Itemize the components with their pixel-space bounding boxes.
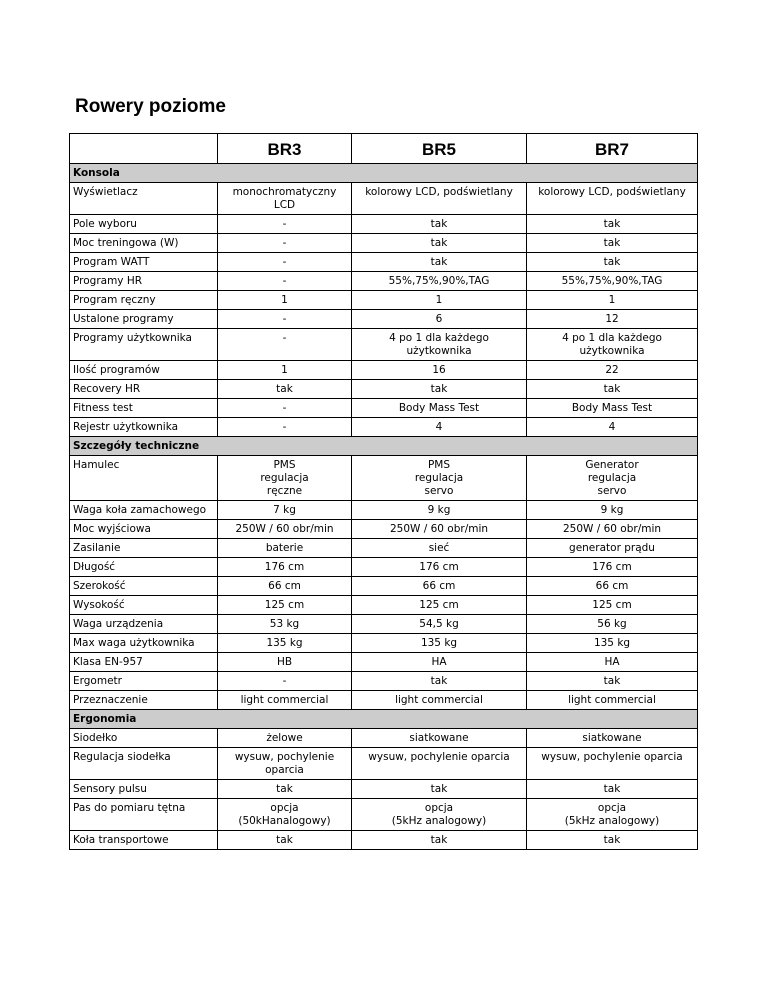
table-row — [70, 215, 698, 234]
value-cell: 9 kg — [352, 501, 527, 520]
value-cell: HA — [352, 653, 527, 672]
value-cell: 1 — [352, 291, 527, 310]
value-cell: - — [218, 310, 352, 329]
row-label: Hamulec — [70, 456, 218, 501]
value-cell: - — [218, 253, 352, 272]
value-cell: 176 cm — [527, 558, 698, 577]
value-cell: siatkowane — [527, 729, 698, 748]
value-cell: kolorowy LCD, podświetlany — [527, 183, 698, 215]
value-cell: opcja (5kHz analogowy) — [527, 799, 698, 831]
table-row — [70, 253, 698, 272]
value-cell: wysuw, pochylenie oparcia — [218, 748, 352, 780]
row-label: Długość — [70, 558, 218, 577]
row-label: Koła transportowe — [70, 831, 218, 850]
value-cell: light commercial — [527, 691, 698, 710]
value-cell: 12 — [527, 310, 698, 329]
table-row — [70, 672, 698, 691]
table-row — [70, 653, 698, 672]
table-row — [70, 596, 698, 615]
value-cell: tak — [527, 672, 698, 691]
value-cell: 135 kg — [352, 634, 527, 653]
table-row — [70, 456, 698, 501]
value-cell: 66 cm — [218, 577, 352, 596]
row-label: Program WATT — [70, 253, 218, 272]
value-cell: 250W / 60 obr/min — [218, 520, 352, 539]
value-cell: 16 — [352, 361, 527, 380]
table-row — [70, 291, 698, 310]
value-cell: tak — [352, 672, 527, 691]
value-cell: HA — [527, 653, 698, 672]
value-cell: tak — [352, 380, 527, 399]
value-cell: 55%,75%,90%,TAG — [352, 272, 527, 291]
value-cell: - — [218, 329, 352, 361]
value-cell: 54,5 kg — [352, 615, 527, 634]
value-cell: 55%,75%,90%,TAG — [527, 272, 698, 291]
value-cell: tak — [352, 780, 527, 799]
section-title: Konsola — [70, 164, 698, 183]
section-header-row — [70, 710, 698, 729]
section-header-row — [70, 164, 698, 183]
table-row — [70, 799, 698, 831]
row-label: Wysokość — [70, 596, 218, 615]
value-cell: Generator regulacja servo — [527, 456, 698, 501]
row-label: Rejestr użytkownika — [70, 418, 218, 437]
value-cell: 56 kg — [527, 615, 698, 634]
row-label: Programy HR — [70, 272, 218, 291]
value-cell: 4 — [527, 418, 698, 437]
value-cell: 6 — [352, 310, 527, 329]
row-label: Sensory pulsu — [70, 780, 218, 799]
row-label: Ergometr — [70, 672, 218, 691]
value-cell: tak — [352, 253, 527, 272]
value-cell: - — [218, 399, 352, 418]
table-row — [70, 558, 698, 577]
section-title: Ergonomia — [70, 710, 698, 729]
table-row — [70, 539, 698, 558]
value-cell: 176 cm — [218, 558, 352, 577]
row-label: Przeznaczenie — [70, 691, 218, 710]
row-label: Recovery HR — [70, 380, 218, 399]
value-cell: tak — [527, 380, 698, 399]
value-cell: 22 — [527, 361, 698, 380]
value-cell: 66 cm — [527, 577, 698, 596]
table-row — [70, 615, 698, 634]
value-cell: 66 cm — [352, 577, 527, 596]
value-cell: tak — [527, 780, 698, 799]
value-cell: - — [218, 234, 352, 253]
value-cell: wysuw, pochylenie oparcia — [527, 748, 698, 780]
value-cell: tak — [352, 234, 527, 253]
table-row — [70, 272, 698, 291]
value-cell: tak — [218, 780, 352, 799]
value-cell: opcja (50kHanalogowy) — [218, 799, 352, 831]
value-cell: 125 cm — [218, 596, 352, 615]
header-row — [70, 134, 698, 164]
row-label: Pole wyboru — [70, 215, 218, 234]
row-label: Ilość programów — [70, 361, 218, 380]
row-label: Wyświetlacz — [70, 183, 218, 215]
value-cell: 4 po 1 dla każdego użytkownika — [352, 329, 527, 361]
value-cell: 125 cm — [527, 596, 698, 615]
value-cell: 250W / 60 obr/min — [352, 520, 527, 539]
value-cell: PMS regulacja ręczne — [218, 456, 352, 501]
value-cell: Body Mass Test — [352, 399, 527, 418]
value-cell: HB — [218, 653, 352, 672]
table-row — [70, 361, 698, 380]
value-cell: tak — [527, 831, 698, 850]
value-cell: 1 — [527, 291, 698, 310]
value-cell: - — [218, 272, 352, 291]
value-cell: - — [218, 215, 352, 234]
table-row — [70, 380, 698, 399]
table-row — [70, 577, 698, 596]
value-cell: 1 — [218, 361, 352, 380]
table-row — [70, 418, 698, 437]
table-row — [70, 329, 698, 361]
value-cell: tak — [527, 234, 698, 253]
value-cell: 135 kg — [218, 634, 352, 653]
row-label: Moc treningowa (W) — [70, 234, 218, 253]
table-row — [70, 520, 698, 539]
value-cell: - — [218, 418, 352, 437]
value-cell: 9 kg — [527, 501, 698, 520]
value-cell: Body Mass Test — [527, 399, 698, 418]
section-title: Szczegóły techniczne — [70, 437, 698, 456]
row-label: Zasilanie — [70, 539, 218, 558]
page-title: Rowery poziome — [75, 96, 226, 117]
row-label: Regulacja siodełka — [70, 748, 218, 780]
value-cell: kolorowy LCD, podświetlany — [352, 183, 527, 215]
table-row — [70, 780, 698, 799]
value-cell: tak — [352, 831, 527, 850]
table-row — [70, 691, 698, 710]
row-label: Fitness test — [70, 399, 218, 418]
value-cell: tak — [527, 253, 698, 272]
spec-table — [69, 133, 698, 850]
table-row — [70, 729, 698, 748]
row-label: Ustalone programy — [70, 310, 218, 329]
row-label: Szerokość — [70, 577, 218, 596]
table-row — [70, 501, 698, 520]
row-label: Moc wyjściowa — [70, 520, 218, 539]
header-blank-cell — [70, 134, 218, 164]
table-row — [70, 234, 698, 253]
value-cell: 53 kg — [218, 615, 352, 634]
value-cell: 135 kg — [527, 634, 698, 653]
value-cell: 250W / 60 obr/min — [527, 520, 698, 539]
value-cell: 125 cm — [352, 596, 527, 615]
value-cell: PMS regulacja servo — [352, 456, 527, 501]
value-cell: light commercial — [352, 691, 527, 710]
value-cell: tak — [527, 215, 698, 234]
value-cell: żelowe — [218, 729, 352, 748]
row-label: Programy użytkownika — [70, 329, 218, 361]
value-cell: siatkowane — [352, 729, 527, 748]
value-cell: 4 — [352, 418, 527, 437]
row-label: Program ręczny — [70, 291, 218, 310]
row-label: Max waga użytkownika — [70, 634, 218, 653]
value-cell: light commercial — [218, 691, 352, 710]
value-cell: monochromatyczny LCD — [218, 183, 352, 215]
row-label: Pas do pomiaru tętna — [70, 799, 218, 831]
value-cell: - — [218, 672, 352, 691]
table-row — [70, 310, 698, 329]
table-row — [70, 831, 698, 850]
row-label: Waga koła zamachowego — [70, 501, 218, 520]
value-cell: 176 cm — [352, 558, 527, 577]
value-cell: opcja (5kHz analogowy) — [352, 799, 527, 831]
value-cell: 4 po 1 dla każdego użytkownika — [527, 329, 698, 361]
row-label: Siodełko — [70, 729, 218, 748]
column-header-br7: BR7 — [527, 134, 698, 164]
row-label: Klasa EN-957 — [70, 653, 218, 672]
row-label: Waga urządzenia — [70, 615, 218, 634]
table-row — [70, 183, 698, 215]
value-cell: tak — [352, 215, 527, 234]
value-cell: sieć — [352, 539, 527, 558]
table-row — [70, 634, 698, 653]
column-header-br5: BR5 — [352, 134, 527, 164]
section-header-row — [70, 437, 698, 456]
table-row — [70, 399, 698, 418]
value-cell: generator prądu — [527, 539, 698, 558]
value-cell: tak — [218, 831, 352, 850]
value-cell: tak — [218, 380, 352, 399]
column-header-br3: BR3 — [218, 134, 352, 164]
value-cell: wysuw, pochylenie oparcia — [352, 748, 527, 780]
table-row — [70, 748, 698, 780]
value-cell: baterie — [218, 539, 352, 558]
value-cell: 1 — [218, 291, 352, 310]
value-cell: 7 kg — [218, 501, 352, 520]
